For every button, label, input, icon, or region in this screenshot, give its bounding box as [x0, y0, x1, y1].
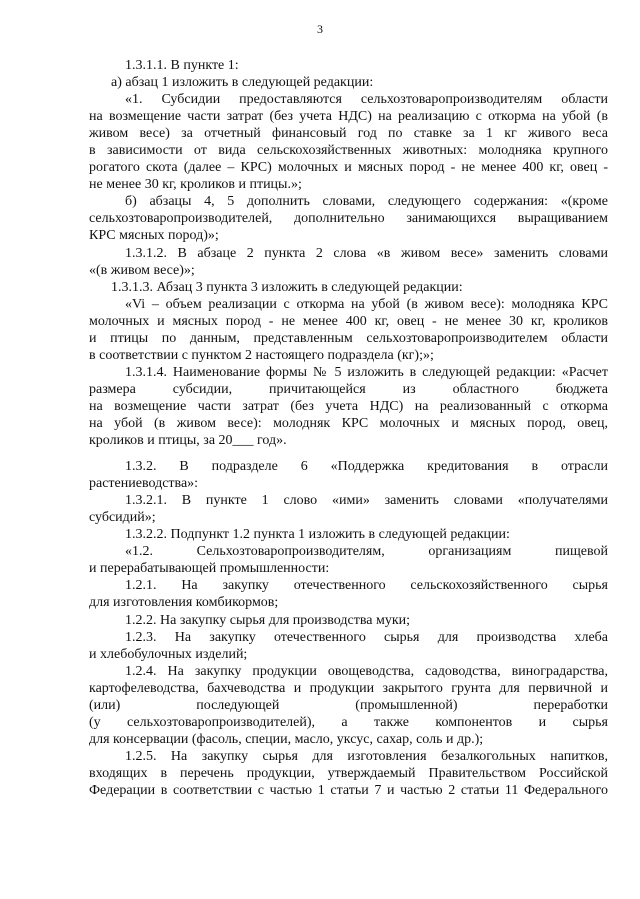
text-line: 1.3.2.1. В пункте 1 слово «ими» заменить словами «получателями [125, 493, 608, 509]
text-line: 1.3.2.2. Подпункт 1.2 пункта 1 изложить в следующей редакции: [125, 527, 510, 543]
text-line: кроликов и птицы, за 20___ год». [89, 433, 287, 449]
text-line: 1.2.2. На закупку сырья для производства муки; [125, 612, 411, 628]
text-line: КРС мясных пород)»; [89, 228, 219, 244]
text-line: на возмещение части затрат (без учета НДС) на реализованный с откорма [89, 398, 608, 414]
text-line: 1.3.1.3. Абзац 3 пункта 3 изложить в следующей редакции: [111, 279, 463, 295]
text-line: живом весе) за отчетный финансовый год по ставке за 1 кг живого веса [89, 126, 608, 142]
text-line: и птицы по данным, представленным сельхозтоваропроизводителем области [89, 330, 608, 346]
text-line: картофелеводства, бахчеводства и продукции закрытого грунта для первичной и [89, 680, 608, 696]
text-line: 1.2.1. На закупку отечественного сельскохозяйственного сырья [125, 578, 608, 594]
text-line: растениеводства»: [89, 476, 199, 492]
text-line: 1.2.3. На закупку отечественного сырья для производства хлеба [125, 629, 608, 645]
text-line: рогатого скота (далее – КРС) молочных и мясных пород - не менее 400 кг, овец - [89, 160, 608, 176]
text-line: 1.3.1.4. Наименование формы № 5 изложить в следующей редакции: «Расчет [125, 364, 608, 380]
text-line: (или) последующей (промышленной) переработки [89, 697, 608, 713]
text-line: в зависимости от вида сельскохозяйственных животных: молодняка крупного [89, 143, 608, 159]
text-line: «(в живом весе)»; [89, 262, 195, 278]
text-line: размера субсидии, причитающейся из областного бюджета [89, 381, 608, 397]
text-line: субсидий»; [89, 510, 156, 526]
page-number: 3 [317, 22, 323, 36]
text-line: 1.3.1.2. В абзаце 2 пункта 2 слова «в живом весе» заменить словами [125, 245, 608, 261]
paragraph-gap [89, 449, 608, 458]
document-body [89, 57, 608, 799]
text-line: «1.2. Сельхозтоваропроизводителям, организациям пищевой [125, 544, 608, 560]
text-line: на возмещение части затрат (без учета НДС) на реализацию с откорма на убой (в [89, 109, 608, 125]
text-line: не менее 30 кг, кроликов и птицы.»; [89, 177, 302, 193]
text-line: сельхозтоваропроизводителей, дополнительно занимающихся выращиванием [89, 211, 608, 227]
text-line: а) абзац 1 изложить в следующей редакции: [111, 75, 374, 91]
text-line: 1.3.2. В подразделе 6 «Поддержка кредитования в отрасли [125, 459, 608, 475]
text-line: и перерабатывающей промышленности: [89, 561, 330, 577]
text-line: «Vi – объем реализации с откорма на убой (в живом весе): молодняка КРС [125, 296, 608, 312]
text-line: входящих в перечень продукции, утверждаемый Правительством Российской [89, 765, 608, 781]
text-line: для изготовления комбикормов; [89, 595, 279, 611]
text-line: в соответствии с пунктом 2 настоящего подраздела (кг);»; [89, 347, 434, 363]
text-line: и хлебобулочных изделий; [89, 646, 248, 662]
text-line: (у сельхозтоваропроизводителей), а также компонентов и сырья [89, 714, 608, 730]
text-line: для консервации (фасоль, специи, масло, уксус, сахар, соль и др.); [89, 731, 484, 747]
text-line: Федерации в соответствии с частью 1 статьи 7 и частью 2 статьи 11 Федерального [89, 782, 608, 798]
text-line: молочных и мясных пород - не менее 400 кг, овец - не менее 30 кг, кроликов [89, 313, 608, 329]
text-line: 1.2.5. На закупку сырья для изготовления безалкогольных напитков, [125, 748, 608, 764]
text-line: 1.3.1.1. В пункте 1: [125, 58, 239, 73]
text-line: «1. Субсидии предоставляются сельхозтоваропроизводителям области [125, 92, 608, 108]
text-line: на убой (в живом весе): молодняк КРС молочных и мясных пород, овец, [89, 415, 608, 431]
text-line: б) абзацы 4, 5 дополнить словами, следующего содержания: «(кроме [125, 194, 608, 210]
text-line: 1.2.4. На закупку продукции овощеводства, садоводства, виноградарства, [125, 663, 608, 679]
